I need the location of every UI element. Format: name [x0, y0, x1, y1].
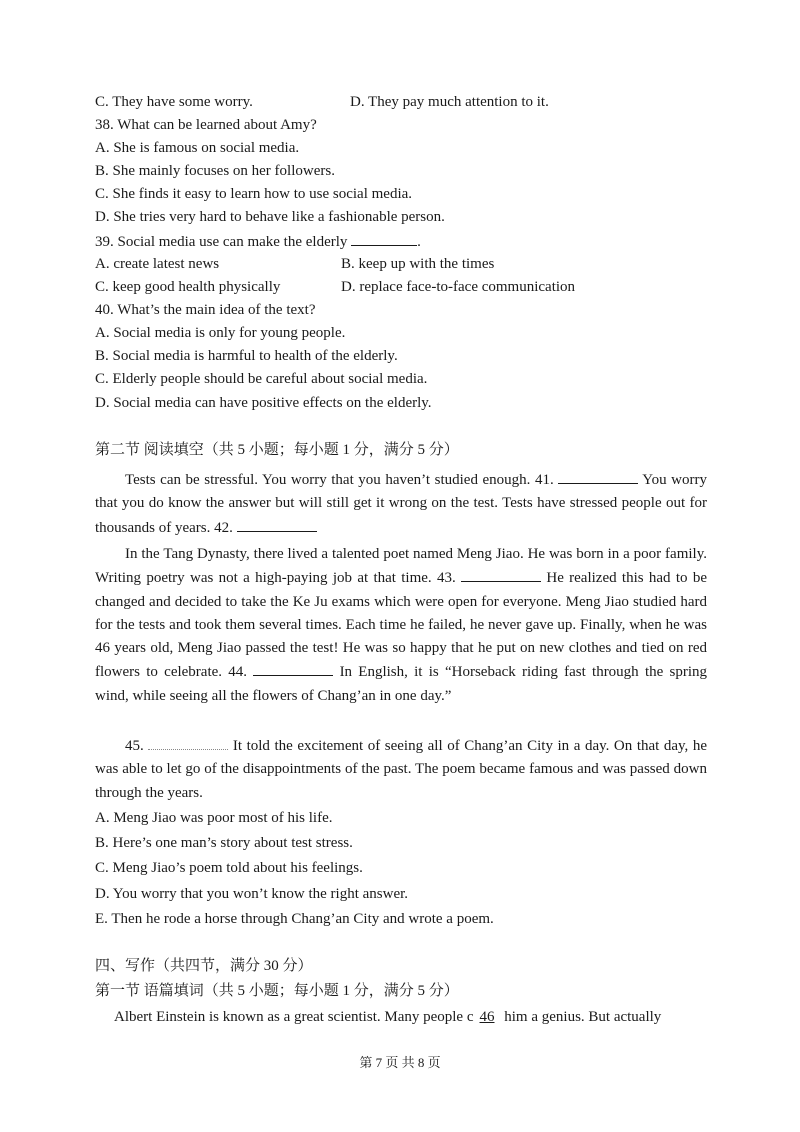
q37-option-c: C. They have some worry. [95, 94, 253, 110]
p1-text-b: You worry that you do know the answer but will still get it wrong on the test. Tests have stressed people out for thousands of years. 42. [95, 472, 708, 536]
part4-text-a: Albert Einstein is known as a great scientist. Many people c [114, 1009, 474, 1025]
q39-option-b: B. keep up with the times [341, 256, 495, 272]
blank-43 [461, 566, 541, 582]
passage-paragraph-1 [95, 468, 707, 540]
q39-answer-blank [351, 230, 417, 246]
q40-option-b: B. Social media is harmful to health of the elderly. [95, 348, 398, 364]
p3-text-b: It told the excitement of seeing all of Chang’an City in a day. On that day, he was able to let go of the disappointments of the past. The poem became famous and was passed down through the years. [95, 738, 708, 801]
passage-paragraph-3 [95, 734, 707, 805]
section2-heading: 第二节 阅读填空（共 5 小题；每小题 1 分，满分 5 分） [95, 442, 459, 458]
section2-option-e: E. Then he rode a horse through Chang’an City and wrote a poem. [95, 911, 494, 927]
part4-section1-heading: 第一节 语篇填词（共 5 小题；每小题 1 分，满分 5 分） [95, 983, 459, 999]
p2-text-a: In the Tang Dynasty, there lived a talented poet named Meng Jiao. He was born in a poor family. Writing poetry was not a high-paying job at that time. 43. [95, 546, 707, 587]
p1-text-a: Tests can be stressful. You worry that you haven’t studied enough. 41. [125, 472, 554, 488]
q39-option-c: C. keep good health physically [95, 279, 281, 295]
q37-option-d: D. They pay much attention to it. [350, 94, 549, 110]
blank-46: 46 [479, 1009, 495, 1025]
p2-text-c: In English, it is “Horseback riding fast through the spring wind, while seeing all the flowers of Chang’an in one day.” [95, 664, 708, 704]
p2-text-b: He realized this had to be changed and decided to take the Ke Ju exams which were open for everyone. Meng Jiao studied hard for the tests and took them several times. Each time he failed, he never gave up. Finally, when he was 46 years old, Meng Jiao passed the test! He was so happy that he put on new clothes and tied on red flowers to celebrate. 44. [95, 570, 708, 681]
part4-text-b: him a genius. But actually [504, 1009, 662, 1025]
blank-45 [148, 734, 228, 750]
q39-stem: 39. Social media use can make the elderly [95, 234, 348, 250]
q40-option-a: A. Social media is only for young people. [95, 325, 346, 341]
section2-option-c: C. Meng Jiao’s poem told about his feelings. [95, 860, 363, 876]
q38-stem: 38. What can be learned about Amy? [95, 117, 317, 133]
q38-option-a: A. She is famous on social media. [95, 140, 300, 156]
part4-heading: 四、写作（共四节，满分 30 分） [95, 958, 313, 974]
p3-text-a: 45. [125, 738, 144, 754]
blank-44 [253, 660, 333, 676]
blank-42 [237, 516, 317, 532]
q40-option-c: C. Elderly people should be careful about social media. [95, 371, 428, 387]
q40-option-d: D. Social media can have positive effects on the elderly. [95, 395, 432, 411]
section2-option-a: A. Meng Jiao was poor most of his life. [95, 810, 333, 826]
blank-41 [558, 468, 638, 484]
q38-option-c: C. She finds it easy to learn how to use social media. [95, 186, 413, 202]
q39-option-d: D. replace face-to-face communication [341, 279, 576, 295]
q39-stem-line [95, 230, 421, 252]
q38-option-b: B. She mainly focuses on her followers. [95, 163, 335, 179]
q39-option-a: A. create latest news [95, 256, 220, 272]
page-number-footer: 第 7 页 共 8 页 [359, 1055, 441, 1070]
q39-stem-end: . [417, 234, 421, 250]
part4-passage-line [114, 1007, 661, 1027]
q38-option-d: D. She tries very hard to behave like a fashionable person. [95, 209, 445, 225]
passage-paragraph-2 [95, 543, 707, 708]
section2-option-b: B. Here’s one man’s story about test stress. [95, 835, 353, 851]
section2-option-d: D. You worry that you won’t know the right answer. [95, 886, 409, 902]
q40-stem: 40. What’s the main idea of the text? [95, 302, 316, 318]
